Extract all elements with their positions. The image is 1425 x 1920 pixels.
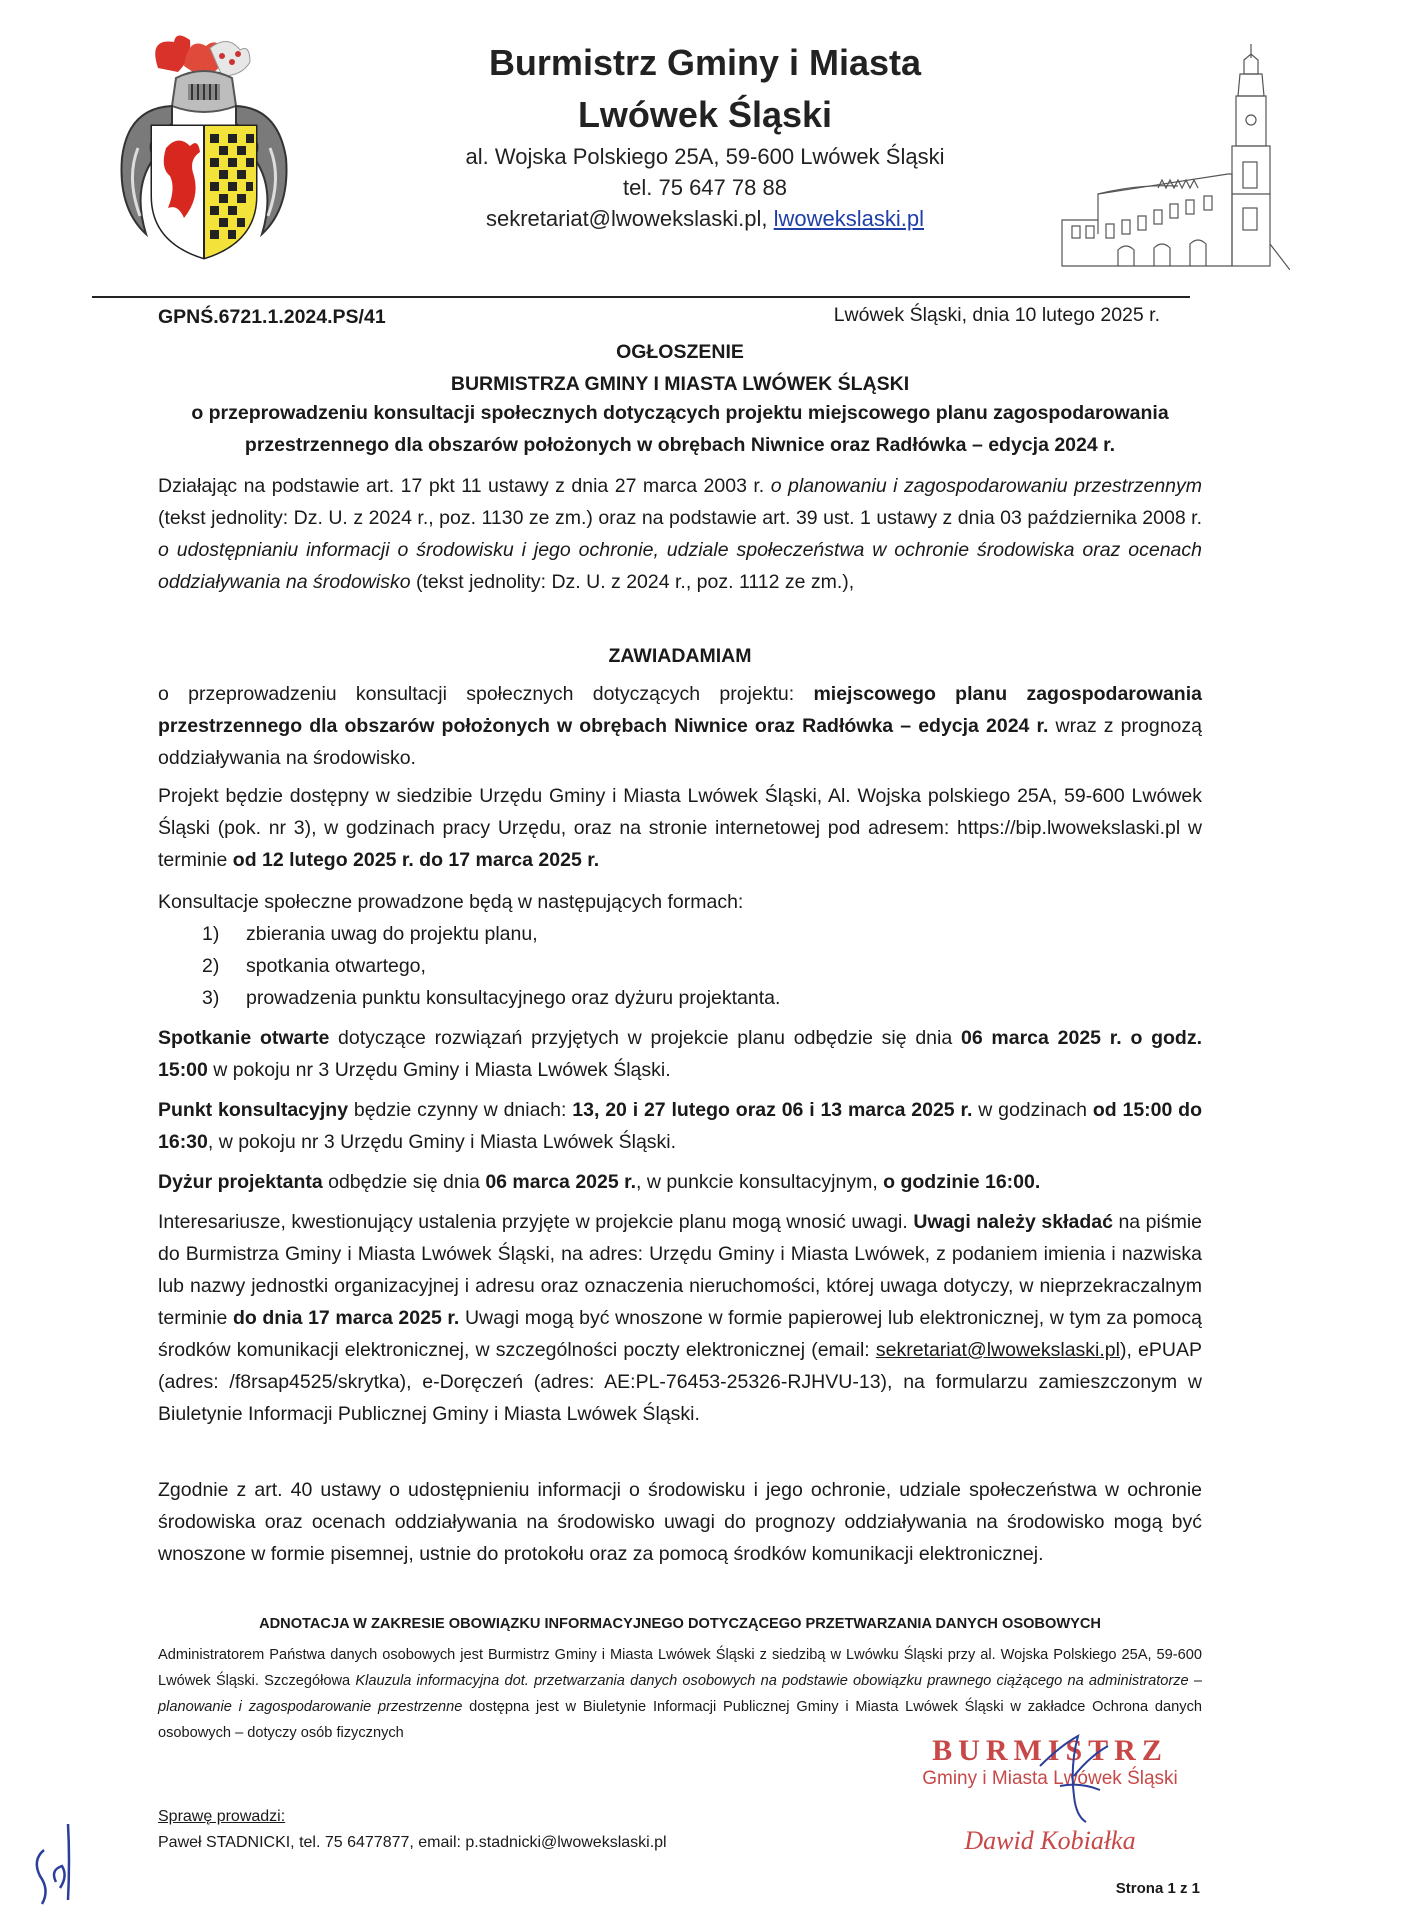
header-address: al. Wojska Polskiego 25A, 59-600 Lwówek Śląski [465,144,945,169]
contact-details: Paweł STADNICKI, tel. 75 6477877, email: p.stadnicki@lwowekslaski.pl [158,1834,667,1851]
forms-intro: Konsultacje społeczne prowadzone będą w następujących formach: [158,891,744,913]
heading-announcement: OGŁOSZENIE [616,341,744,363]
meeting-paragraph: Spotkanie otwarte dotyczące rozwiązań przyjętych w projekcie planu odbędzie się dnia 06 marca 2025 r. o godz. 15:00 w pokoju nr 3 Urzędu Gminy i Miasta Lwówek Śląski. [158,1027,1203,1081]
place-date: Lwówek Śląski, dnia 10 lutego 2025 r. [833,304,1160,326]
header-divider [92,296,1190,298]
designer-duty-paragraph: Dyżur projektanta odbędzie się dnia 06 marca 2025 r., w punkcie konsultacyjnym, o godzinie 16:00. [158,1171,1041,1193]
stamp-title: BURMISTRZ [932,1734,1168,1767]
header-website-link[interactable]: lwowekslaski.pl [773,206,925,231]
list-item: 3) prowadzenia punktu konsultacyjnego oraz dyżuru projektanta. [202,987,781,1009]
environment-remarks-paragraph: Zgodnie z art. 40 ustawy o udostępnieniu informacji o środowisku i jego ochronie, udziale społeczeństwa w ochronie środowiska oraz ocenach oddziaływania na środowisko uwagi do prognozy oddziaływania na środowisko mogą być wnoszone w formie pisemnej, ustnie do protokołu oraz za pomocą środków komunikacji elektronicznej. [158,1479,1202,1565]
heading-authority: BURMISTRZA GMINY I MIASTA LWÓWEK ŚLĄSKI [450,373,910,395]
remarks-paragraph: Interesariusze, kwestionujący ustalenia przyjęte w projekcie planu mogą wnosić uwagi. Uwagi należy składać na piśmie do Burmistrza Gminy i Miasta Lwówek Śląski, na adres: Urzędu Gminy i Miasta Lwówek, z podaniem imienia i nazwiska lub nazwy jednostki organizacyjnej i adresu oraz oznaczenia nieruchomości, której uwaga dotyczy, w nieprzekraczalnym terminie do dnia 17 marca 2025 r. Uwagi mogą być wnoszone w formie papierowej lub elektronicznej, w tym za pomocą środków komunikacji elektronicznej, w szczególności poczty elektronicznej (email: sekretariat@lwowekslaski.pl), ePUAP (adres: /f8rsap4525/skrytka), e-Doręczeń (adres: AE:PL-76453-25326-RJHVU-13), na formularzu zamieszczonym w Biuletynie Informacji Publicznej Gminy i Miasta Lwówek Śląski. [158,1211,1203,1425]
announce-paragraph: o przeprowadzeniu konsultacji społecznych dotyczących projektu: miejscowego planu zagospodarowania przestrzennego dla obszarów położonych w obrębach Niwnice oraz Radłówka – edycja 2024 r. wraz z prognozą oddziaływania na środowisko. [158,683,1202,769]
heading-subject-line2: przestrzennego dla obszarów położonych w obrębach Niwnice oraz Radłówka – edycja 2024 r. [244,434,1116,456]
page-number: Strona 1 z 1 [1115,1880,1200,1897]
announce-heading: ZAWIADAMIAM [608,645,752,667]
forms-list [158,918,1202,1014]
signature-mark [1030,1726,1120,1826]
coat-of-arms-logo [118,28,290,264]
header-title-line2: Lwówek Śląski [577,94,833,135]
contact-label: Sprawę prowadzi: [158,1808,286,1825]
header-title-line1: Burmistrz Gminy i Miasta [488,42,922,83]
list-item: 1) zbierania uwag do projektu planu, [202,923,538,945]
legal-basis-paragraph: Działając na podstawie art. 17 pkt 11 ustawy z dnia 27 marca 2003 r. o planowaniu i zagospodarowaniu przestrzennym (tekst jednolity: Dz. U. z 2024 r., poz. 1130 ze zm.) oraz na podstawie art. 39 ust. 1 ustawy z dnia 03 października 2008 r. o udostępnianiu informacji o środowisku i jego ochronie, udziale społeczeństwa w ochronie środowiska oraz ocenach oddziaływania na środowisko (tekst jednolity: Dz. U. z 2024 r., poz. 1112 ze zm.), [158,475,1202,593]
heading-subject-line1: o przeprowadzeniu konsultacji społecznych dotyczących projektu miejscowego planu zagospodarowania [191,402,1169,424]
header-contact [360,206,1050,232]
header-phone: tel. 75 647 78 88 [623,175,787,200]
email-link[interactable]: sekretariat@lwowekslaski.pl [875,1339,1120,1361]
town-hall-drawing [1058,44,1290,270]
gdpr-heading: ADNOTACJA W ZAKRESIE OBOWIĄZKU INFORMACYJNEGO DOTYCZĄCEGO PRZETWARZANIA DANYCH OSOBOWYCH [259,1616,1101,1632]
header-email: sekretariat@lwowekslaski.pl, [485,206,768,231]
consultation-point-paragraph: Punkt konsultacyjny będzie czynny w dniach: 13, 20 i 27 lutego oraz 06 i 13 marca 2025 r. w godzinach od 15:00 do 16:30, w pokoju nr 3 Urzędu Gminy i Miasta Lwówek Śląski. [158,1099,1203,1153]
reference-number: GPNŚ.6721.1.2024.PS/41 [158,306,386,328]
stamp-name: Dawid Kobiałka [964,1826,1136,1855]
gdpr-paragraph: Administratorem Państwa danych osobowych jest Burmistrz Gminy i Miasta Lwówek Śląski z siedzibą w Lwówku Śląski przy al. Wojska Polskiego 25A, 59-600 Lwówek Śląski. Szczegółowa Klauzula informacyjna dot. przetwarzania danych osobowych na podstawie obowiązku prawnego ciążącego na administratorze – planowanie i zagospodarowanie przestrzenne dostępna jest w Biuletynie Informacji Publicznej Gminy i Miasta Lwówek Śląski w zakładce Ochrona danych osobowych – dotyczy osób fizycznych [158,1647,1203,1741]
handwritten-initials [28,1820,88,1910]
stamp-subtitle: Gminy i Miasta Lwówek Śląski [922,1768,1178,1789]
list-item: 2) spotkania otwartego, [202,955,426,977]
availability-paragraph: Projekt będzie dostępny w siedzibie Urzędu Gminy i Miasta Lwówek Śląski, Al. Wojska polskiego 25A, 59-600 Lwówek Śląski (pok. nr 3), w godzinach pracy Urzędu, oraz na stronie internetowej pod adresem: https://bip.lwowekslaski.pl w terminie od 12 lutego 2025 r. do 17 marca 2025 r. [158,785,1202,871]
